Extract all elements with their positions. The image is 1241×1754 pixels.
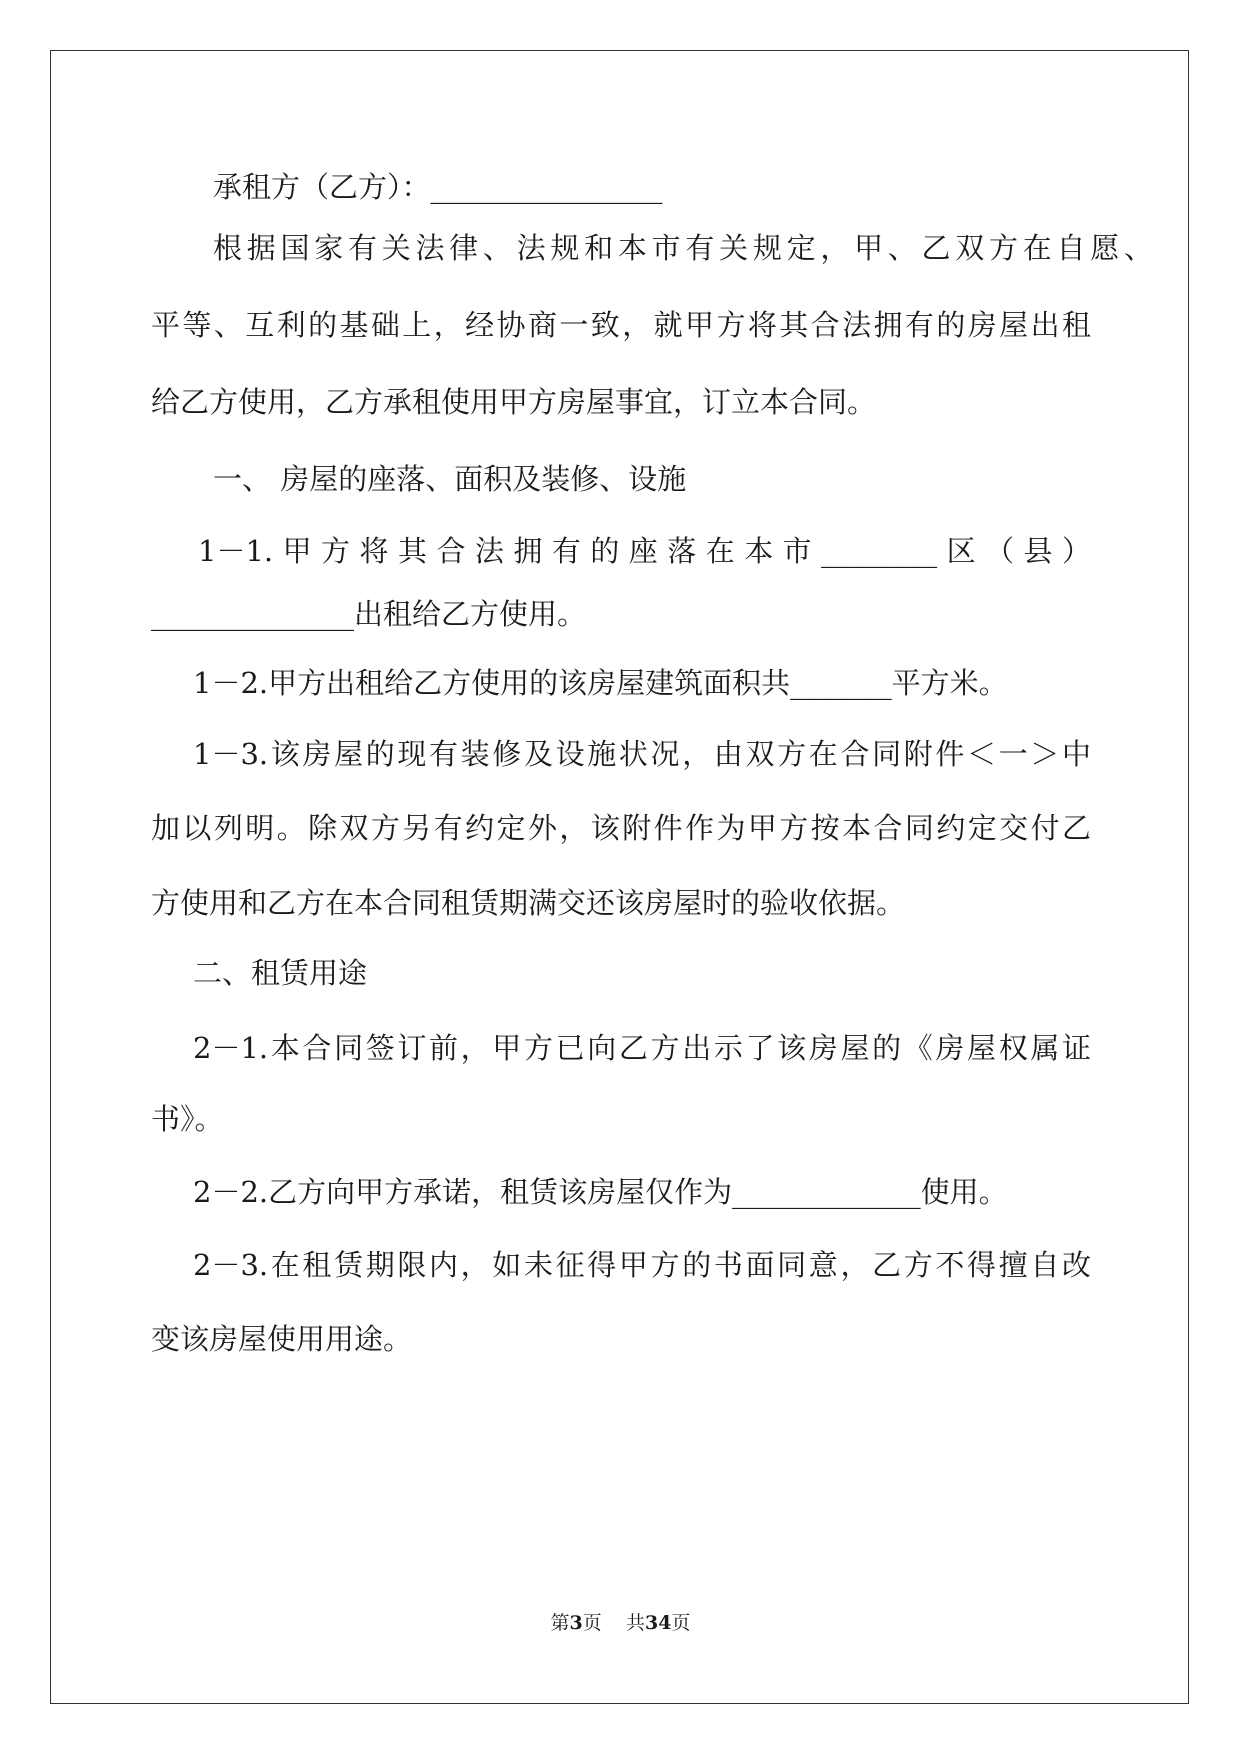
footer-total-pages: 34: [644, 1612, 672, 1634]
footer-total-prefix: 共: [625, 1612, 645, 1634]
clause-2-2-line: 2－2.乙方向甲方承诺，租赁该房屋仅作为_____________使用。: [193, 1175, 1008, 1209]
footer-page-unit: 页: [582, 1612, 602, 1634]
clause-2-3-line: 2－3.在租赁期限内，如未征得甲方的书面同意，乙方不得擅自改: [193, 1248, 1091, 1282]
clause-1-3-line: 方使用和乙方在本合同租赁期满交还该房屋时的验收依据。: [151, 886, 906, 920]
paragraph-line: 平等、互利的基础上，经协商一致，就甲方将其合法拥有的房屋出租: [151, 308, 1091, 342]
clause-2-1-line: 2－1.本合同签订前，甲方已向乙方出示了该房屋的《房屋权属证: [193, 1031, 1091, 1065]
clause-1-1-line: ______________出租给乙方使用。: [151, 597, 587, 631]
page-footer: [0, 1611, 1241, 1635]
section-heading-2: 二、租赁用途: [193, 956, 368, 990]
clause-1-1-line: 1－1.甲方将其合法拥有的座落在本市________区（县）: [198, 534, 1091, 568]
paragraph-line: 根据国家有关法律、法规和本市有关规定，甲、乙双方在自愿、: [213, 231, 1153, 265]
footer-total-unit: 页: [671, 1612, 691, 1634]
clause-1-3-line: 加以列明。除双方另有约定外，该附件作为甲方按本合同约定交付乙: [151, 811, 1091, 845]
clause-1-2-line: 1－2.甲方出租给乙方使用的该房屋建筑面积共_______平方米。: [193, 666, 1008, 700]
clause-1-3-line: 1－3.该房屋的现有装修及设施状况，由双方在合同附件＜一＞中: [193, 737, 1091, 771]
clause-2-1-line: 书》。: [151, 1102, 224, 1136]
section-heading-1: 一、 房屋的座落、面积及装修、设施: [213, 462, 687, 496]
footer-page-number: 3: [569, 1612, 583, 1634]
footer-page-prefix: 第: [550, 1612, 570, 1634]
paragraph-line: 给乙方使用，乙方承租使用甲方房屋事宜，订立本合同。: [151, 385, 877, 419]
tenant-party-line: 承租方（乙方）：________________: [213, 170, 663, 204]
clause-2-3-line: 变该房屋使用用途。: [151, 1322, 413, 1356]
page-frame: [50, 50, 1189, 1704]
